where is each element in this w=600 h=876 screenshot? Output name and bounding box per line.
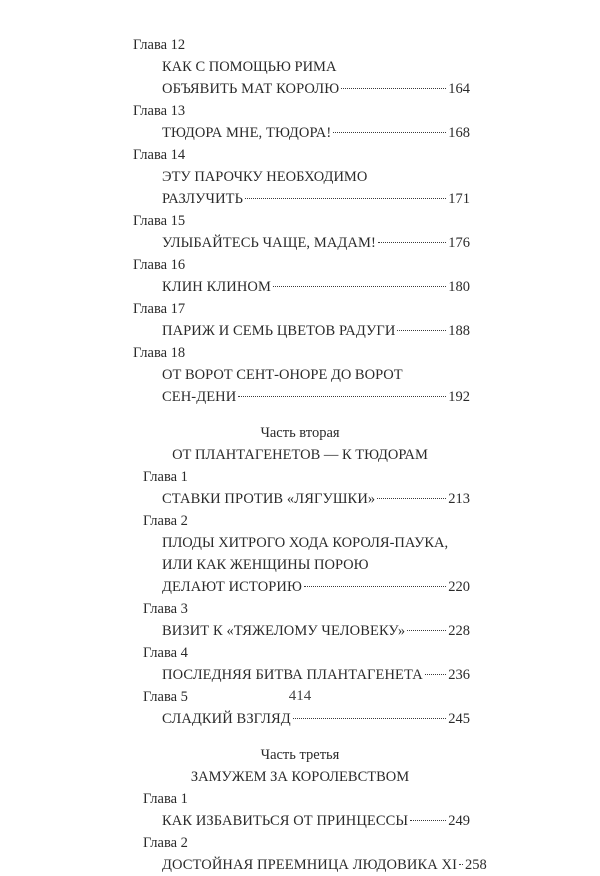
toc-entry [162, 620, 470, 642]
part-label: Часть третья [260, 747, 340, 763]
page-ref: 213 [448, 491, 470, 507]
chapter-title-line: КАК С ПОМОЩЬЮ РИМА [162, 59, 337, 75]
chapter-title: ДОСТОЙНАЯ ПРЕЕМНИЦА ЛЮДОВИКА XI [162, 857, 458, 873]
toc-entry [162, 386, 470, 408]
chapter-title-line: ИЛИ КАК ЖЕНЩИНЫ ПОРОЮ [162, 557, 369, 573]
chapter-label: Глава 3 [143, 601, 188, 617]
chapter-title: СЛАДКИЙ ВЗГЛЯД [162, 711, 291, 727]
chapter-title: ТЮДОРА МНЕ, ТЮДОРА! [162, 125, 332, 141]
page-ref: 168 [448, 125, 470, 141]
chapter-title: КЛИН КЛИНОМ [162, 279, 271, 295]
page-ref: 176 [448, 235, 470, 251]
chapter-title-line: ОТ ВОРОТ СЕНТ-ОНОРЕ ДО ВОРОТ [162, 367, 403, 383]
dot-leader [293, 718, 446, 719]
chapter-label: Глава 1 [143, 469, 188, 485]
chapter-title: УЛЫБАЙТЕСЬ ЧАЩЕ, МАДАМ! [162, 235, 376, 251]
toc-entry [162, 708, 470, 730]
page-ref: 228 [448, 623, 470, 639]
toc-entry [162, 664, 470, 686]
dot-leader [333, 132, 446, 133]
dot-leader [425, 674, 446, 675]
dot-leader [238, 396, 446, 397]
chapter-label: Глава 2 [143, 513, 188, 529]
part-label: Часть вторая [260, 425, 340, 441]
toc-entry [162, 232, 470, 254]
page-ref: 180 [448, 279, 470, 295]
dot-leader [245, 198, 446, 199]
page-ref: 164 [448, 81, 470, 97]
toc-entry [162, 810, 470, 832]
chapter-label: Глава 17 [133, 301, 186, 317]
part-title: ЗАМУЖЕМ ЗА КОРОЛЕВСТВОМ [190, 769, 410, 785]
dot-leader [407, 630, 446, 631]
page-number: 414 [288, 688, 312, 704]
chapter-label: Глава 1 [143, 791, 188, 807]
dot-leader [459, 864, 463, 865]
part-title: ОТ ПЛАНТАГЕНЕТОВ — К ТЮДОРАМ [172, 447, 428, 463]
chapter-label: Глава 5 [143, 689, 188, 705]
chapter-label: Глава 4 [143, 645, 188, 661]
page-ref: 188 [448, 323, 470, 339]
dot-leader [378, 242, 446, 243]
chapter-label: Глава 14 [133, 147, 186, 163]
chapter-title: ПАРИЖ И СЕМЬ ЦВЕТОВ РАДУГИ [162, 323, 396, 339]
chapter-title-line: ЭТУ ПАРОЧКУ НЕОБХОДИМО [162, 169, 368, 185]
page-ref: 220 [448, 579, 470, 595]
page-ref: 192 [448, 389, 470, 405]
chapter-label: Глава 12 [133, 37, 186, 53]
toc-entry [162, 488, 470, 510]
chapter-label: Глава 15 [133, 213, 186, 229]
dot-leader [377, 498, 446, 499]
dot-leader [273, 286, 446, 287]
page-ref: 245 [448, 711, 470, 727]
chapter-label: Глава 16 [133, 257, 186, 273]
dot-leader [410, 820, 446, 821]
chapter-title-line: ПЛОДЫ ХИТРОГО ХОДА КОРОЛЯ-ПАУКА, [162, 535, 449, 551]
chapter-title: ВИЗИТ К «ТЯЖЕЛОМУ ЧЕЛОВЕКУ» [162, 623, 406, 639]
chapter-label: Глава 2 [143, 835, 188, 851]
page-ref: 236 [448, 667, 470, 683]
chapter-label: Глава 18 [133, 345, 186, 361]
page-ref: 249 [448, 813, 470, 829]
toc-entry [162, 276, 470, 298]
toc-entry [162, 320, 470, 342]
page-ref: 258 [465, 857, 487, 873]
chapter-title: РАЗЛУЧИТЬ [162, 191, 244, 207]
chapter-title: СЕН-ДЕНИ [162, 389, 237, 405]
chapter-label: Глава 13 [133, 103, 186, 119]
toc-entry [162, 854, 487, 876]
chapter-title: ДЕЛАЮТ ИСТОРИЮ [162, 579, 303, 595]
toc-entry [162, 122, 470, 144]
chapter-title: КАК ИЗБАВИТЬСЯ ОТ ПРИНЦЕССЫ [162, 813, 409, 829]
chapter-title: СТАВКИ ПРОТИВ «ЛЯГУШКИ» [162, 491, 376, 507]
chapter-title: ПОСЛЕДНЯЯ БИТВА ПЛАНТАГЕНЕТА [162, 667, 423, 683]
toc-entry [162, 576, 470, 598]
dot-leader [304, 586, 446, 587]
toc-entry [162, 188, 470, 210]
dot-leader [341, 88, 446, 89]
chapter-title: ОБЪЯВИТЬ МАТ КОРОЛЮ [162, 81, 340, 97]
page-ref: 171 [448, 191, 470, 207]
dot-leader [397, 330, 446, 331]
toc-entry [162, 78, 470, 100]
